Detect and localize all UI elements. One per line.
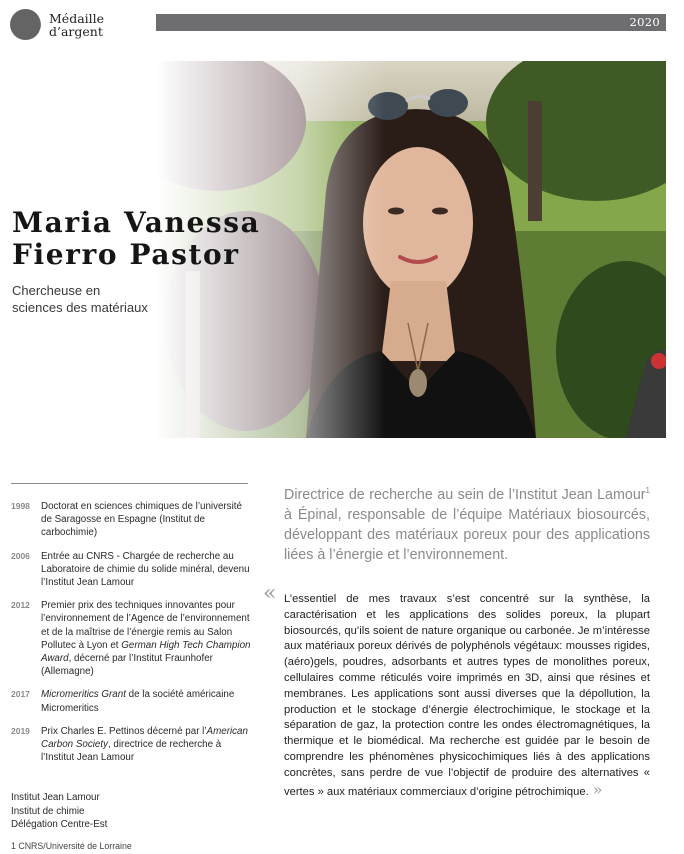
timeline-item [11, 725, 251, 765]
timeline-year: 2019 [11, 725, 30, 736]
timeline-item [11, 500, 251, 540]
award-label [49, 12, 104, 38]
person-role-line1: Chercheuse en [12, 283, 101, 298]
header-bar [156, 14, 666, 31]
person-role [12, 282, 148, 316]
timeline-item [11, 599, 251, 678]
delegation-name: Délégation Centre-Est [11, 819, 108, 830]
institute-name: Institut de chimie [11, 805, 85, 817]
timeline-year: 1998 [11, 501, 30, 511]
award-year: 2020 [629, 15, 660, 29]
timeline-item [11, 688, 251, 714]
intro-text-after: à Épinal, responsable de l’équipe Matériaux biosourcés, développant des matériaux poreux pour des applications liées à l’énergie et l’environnement. [284, 506, 650, 563]
award-label-line1: Médaille [49, 10, 105, 26]
timeline-text: Prix Charles E. Pettinos décerné par l’American Carbon Society, directrice de recherche à l’Institut Jean Lamour [41, 725, 248, 764]
person-name [12, 207, 260, 271]
quote-open-mark: « [263, 581, 277, 606]
footnote-marker: 1 [645, 486, 650, 495]
medal-icon [10, 9, 41, 40]
quote-paragraph [284, 592, 650, 800]
timeline-text: Micromeritics Grant de la société américaine Micromeritics [41, 689, 235, 714]
career-timeline [11, 500, 251, 774]
person-name-line1: Maria Vanessa [12, 206, 261, 239]
award-label-line2: d’argent [49, 23, 103, 39]
timeline-year: 2012 [11, 600, 30, 611]
person-name-line2: Fierro Pastor [12, 238, 240, 271]
timeline-year: 2017 [11, 689, 30, 700]
timeline-year: 2006 [11, 550, 30, 561]
intro-text-before: Directrice de recherche au sein de l’Institut Jean Lamour [284, 486, 646, 503]
institution-name: Institut Jean Lamour [11, 792, 100, 803]
institution-block [11, 791, 107, 832]
person-role-line2: sciences des matériaux [12, 300, 148, 315]
timeline-text: Entrée au CNRS - Chargée de recherche au Laboratoire de chimie du solide minéral, devenu l’Institut Jean Lamour [41, 550, 250, 589]
timeline-item [11, 550, 251, 590]
footnote: 1 CNRS/Université de Lorraine [11, 841, 132, 851]
award-logo [10, 9, 104, 40]
quote-text: L’essentiel de mes travaux s’est concentré sur la synthèse, la caractérisation et les applications des solides poreux, la plupart biosourcés, qu’ils soient de nature organique ou carbonée. Je m’intéresse aux matériaux poreux dérivés de polyphénols végétaux: mousses rigides, (aéro)gels, poudres, adsorbants et autres types de monolithes poreux, cellulaires comme réticulés voire imprimés en 3D, ainsi que résines et membranes. Les applications sont aussi diverses que la dépollution, la production et le stockage d’énergie électrochimique, le stockage et la séparation de gaz, la protection contre les ondes électromagnétiques, la thermique et le biomédical. Ma recherche est guidée par le besoin de comprendre les phénomènes physicochimiques liés à des applications concrètes, sans perdre de vue l’objectif de produire des alternatives « vertes » aux matériaux commerciaux d’origine pétrochimique. [284, 593, 650, 798]
intro-paragraph [284, 481, 650, 565]
timeline-text: Doctorat en sciences chimiques de l’université de Saragosse en Espagne (Institut de carbochimie) [41, 501, 242, 539]
quote-close-mark: » [592, 779, 603, 799]
timeline-divider [11, 483, 248, 484]
timeline-text: Premier prix des techniques innovantes pour l’environnement de l’Agence de l’environnement et de la maîtrise de l’énergie remis au Salon Pollutec à Lyon et German High Tech Champion Award, décerné par l’Institut Fraunhofer (Allemagne) [41, 600, 251, 678]
